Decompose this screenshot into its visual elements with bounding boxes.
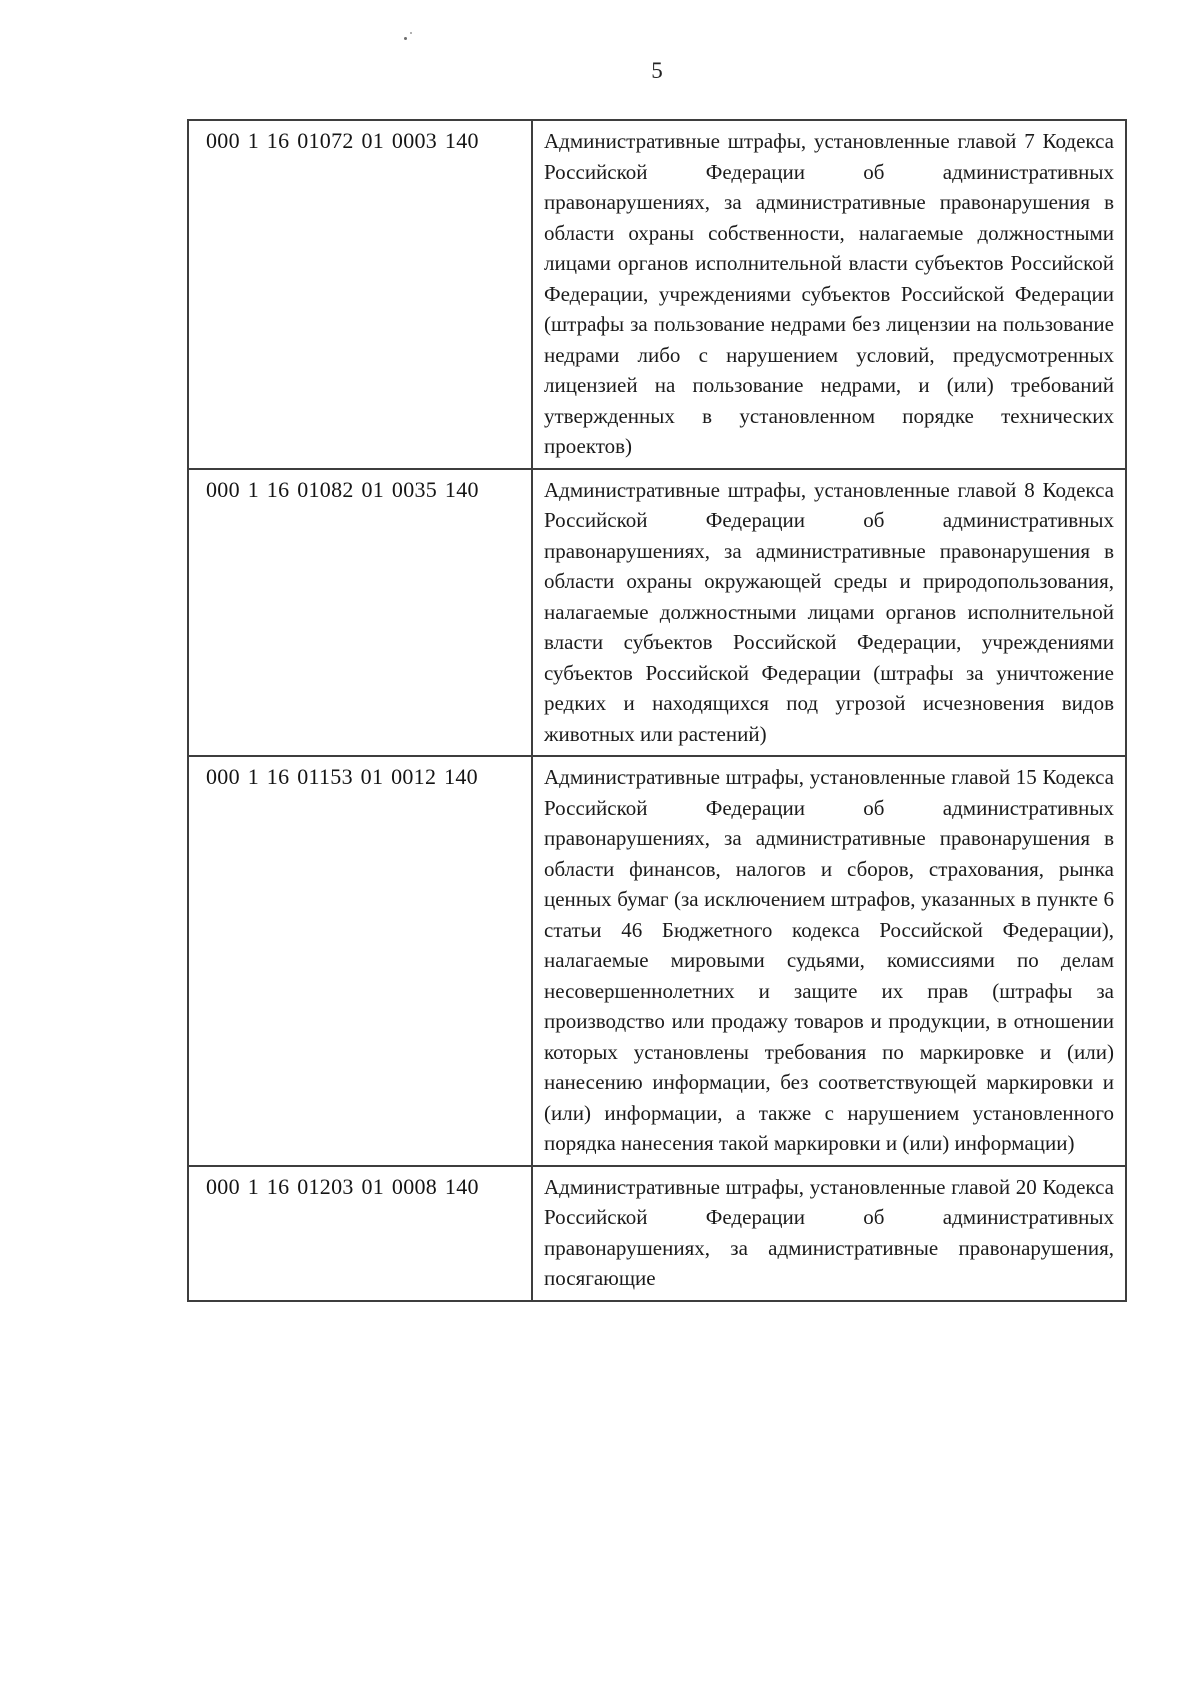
table-row [188,469,1126,757]
page-number: 5 [651,58,663,83]
budget-code: 000 1 16 01082 01 0035 140 [188,469,532,757]
budget-code-description: Административные штрафы, установленные главой 15 Кодекса Российской Федерации об административных правонарушениях, за административные правонарушения в области финансов, налогов и сборов, страхования, рынка ценных бумаг (за исключением штрафов, указанных в пункте 6 статьи 46 Бюджетного кодекса Российской Федерации), налагаемые мировыми судьями, комиссиями по делам несовершеннолетних и защите их прав (штрафы за производство или продажу товаров и продукции, в отношении которых установлены требования по маркировке и (или) нанесению информации, без соответствующей маркировки и (или) информации, а также с нарушением установленного порядка нанесения такой маркировки и (или) информации) [532,756,1126,1166]
table-row [188,756,1126,1166]
scan-speck [410,32,412,34]
table-row [188,1166,1126,1301]
budget-code-description: Административные штрафы, установленные главой 7 Кодекса Российской Федерации об административных правонарушениях, за административные правонарушения в области охраны собственности, налагаемые должностными лицами органов исполнительной власти субъектов Российской Федерации, учреждениями субъектов Российской Федерации (штрафы за пользование недрами без лицензии на пользование недрами либо с нарушением условий, предусмотренных лицензией на пользование недрами, и (или) требований утвержденных в установленном порядке технических проектов) [532,120,1126,469]
budget-codes-table [187,119,1127,1302]
table-row [188,120,1126,469]
budget-code: 000 1 16 01203 01 0008 140 [188,1166,532,1301]
budget-code: 000 1 16 01153 01 0012 140 [188,756,532,1166]
budget-code-description: Административные штрафы, установленные главой 8 Кодекса Российской Федерации об административных правонарушениях, за административные правонарушения в области охраны окружающей среды и природопользования, налагаемые должностными лицами органов исполнительной власти субъектов Российской Федерации, учреждениями субъектов Российской Федерации (штрафы за уничтожение редких и находящихся под угрозой исчезновения видов животных или растений) [532,469,1126,757]
budget-code: 000 1 16 01072 01 0003 140 [188,120,532,469]
budget-code-description: Административные штрафы, установленные главой 20 Кодекса Российской Федерации об административных правонарушениях, за административные правонарушения, посягающие [532,1166,1126,1301]
scan-speck [404,37,407,40]
